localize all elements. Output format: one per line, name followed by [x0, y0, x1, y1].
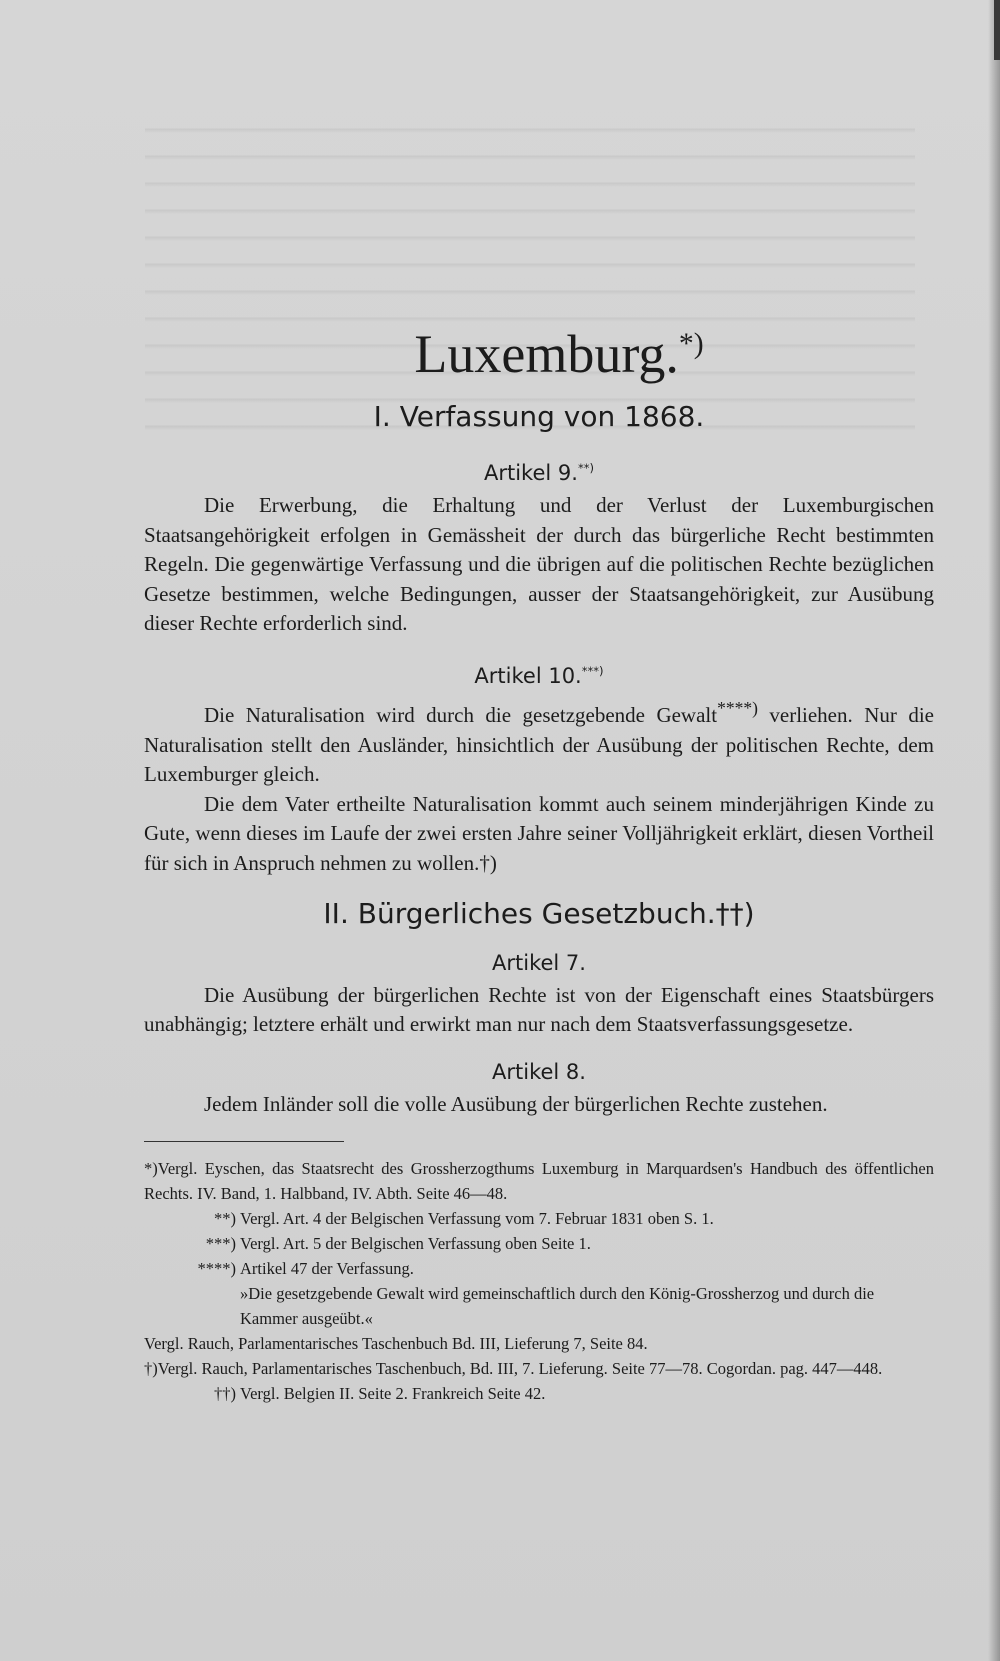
part2-heading: II. Bürgerliches Gesetzbuch.††)	[323, 896, 755, 930]
part2-footnote-mark: ††)	[715, 896, 755, 930]
art10-paragraph-2: Die dem Vater ertheilte Naturalisation kommt auch seinem minderjährigen Kinde zu Gute, wenn dieses im Laufe der zwei ersten Jahre seiner Volljährigkeit erklärt, diesen Vortheil für sich in Anspruch nehmen zu wollen.†)	[144, 791, 934, 875]
art7-heading: Artikel 7.	[492, 950, 586, 975]
art9-footnote-mark: **)	[577, 461, 594, 475]
page-title: Luxemburg.*)	[414, 324, 704, 384]
art7-text: Die Ausübung der bürgerlichen Rechte ist von der Eigenschaft eines Staatsbürgers unabhängig; letztere erhält und erwirkt man nur nach dem Staatsverfassungsgesetze.	[144, 982, 934, 1037]
art10-paragraph-1: Die Naturalisation wird durch die gesetzgebende Gewalt****) verliehen. Nur die Naturalisation stellt den Ausländer, hinsichtlich der Ausübung der politischen Rechte, dem Luxemburger gleich.	[144, 697, 934, 787]
footnote-5: †)Vergl. Rauch, Parlamentarisches Taschenbuch, Bd. III, 7. Lieferung. Seite 77—78. Cogordan. pag. 447—448.	[144, 1359, 883, 1379]
footnotes	[144, 1156, 934, 1406]
footnote-3-mark: ***)	[205, 1234, 236, 1254]
footnote-6: ††) Vergl. Belgien II. Seite 2. Frankreich Seite 42.	[144, 1381, 934, 1406]
footnote-2-mark: **)	[214, 1209, 236, 1229]
footnote-5-mark: †)	[144, 1359, 158, 1379]
footnote-4-reference: Vergl. Rauch, Parlamentarisches Taschenbuch Bd. III, Lieferung 7, Seite 84.	[144, 1334, 648, 1354]
art10-inline-footnote-mark: ****)	[717, 697, 758, 718]
art10-dagger-mark: †)	[479, 850, 497, 875]
footnote-4-quote: »Die gesetzgebende Gewalt wird gemeinschaftlich durch den König-Grossherzog und durch die Kammer ausgeübt.«	[240, 1284, 875, 1329]
footnote-1-mark: *)	[144, 1159, 158, 1179]
title-footnote-mark: *)	[678, 328, 704, 360]
footnote-4-mark: ****)	[197, 1259, 236, 1279]
footnote-6-mark: ††)	[214, 1384, 236, 1404]
art8-heading: Artikel 8.	[492, 1059, 586, 1084]
page-edge-shadow	[988, 0, 1000, 1661]
footnote-1: *)Vergl. Eyschen, das Staatsrecht des Grossherzogthums Luxemburg in Marquardsen's Handbuch des öffentlichen Rechts. IV. Band, 1. Halbband, IV. Abth. Seite 46—48.	[144, 1159, 934, 1204]
art10-footnote-mark: ***)	[581, 663, 604, 678]
footnote-4: ****) Artikel 47 der Verfassung.	[144, 1256, 934, 1281]
art10-heading: Artikel 10.***)	[474, 663, 604, 688]
art8-text: Jedem Inländer soll die volle Ausübung der bürgerlichen Rechte zustehen.	[204, 1091, 828, 1116]
page-corner-mark	[994, 0, 1000, 60]
footnote-divider	[144, 1141, 344, 1156]
footnote-3: ***) Vergl. Art. 5 der Belgischen Verfassung oben Seite 1.	[144, 1231, 934, 1256]
art9-heading: Artikel 9.**)	[483, 461, 594, 485]
part1-heading: I. Verfassung von 1868.	[373, 400, 705, 433]
page-content	[144, 312, 934, 1406]
footnote-2: **) Vergl. Art. 4 der Belgischen Verfassung vom 7. Februar 1831 oben S. 1.	[144, 1206, 934, 1231]
art9-text: Die Erwerbung, die Erhaltung und der Verlust der Luxemburgischen Staatsangehörigkeit erfolgen in Gemässheit der durch das bürgerliche Recht bestimmten Regeln. Die gegenwärtige Verfassung und die übrigen auf die politischen Rechte bezüglichen Gesetze bestimmen, welche Bedingungen, ausser der Staatsangehörigkeit, zur Ausübung dieser Rechte erforderlich sind.	[144, 493, 934, 636]
